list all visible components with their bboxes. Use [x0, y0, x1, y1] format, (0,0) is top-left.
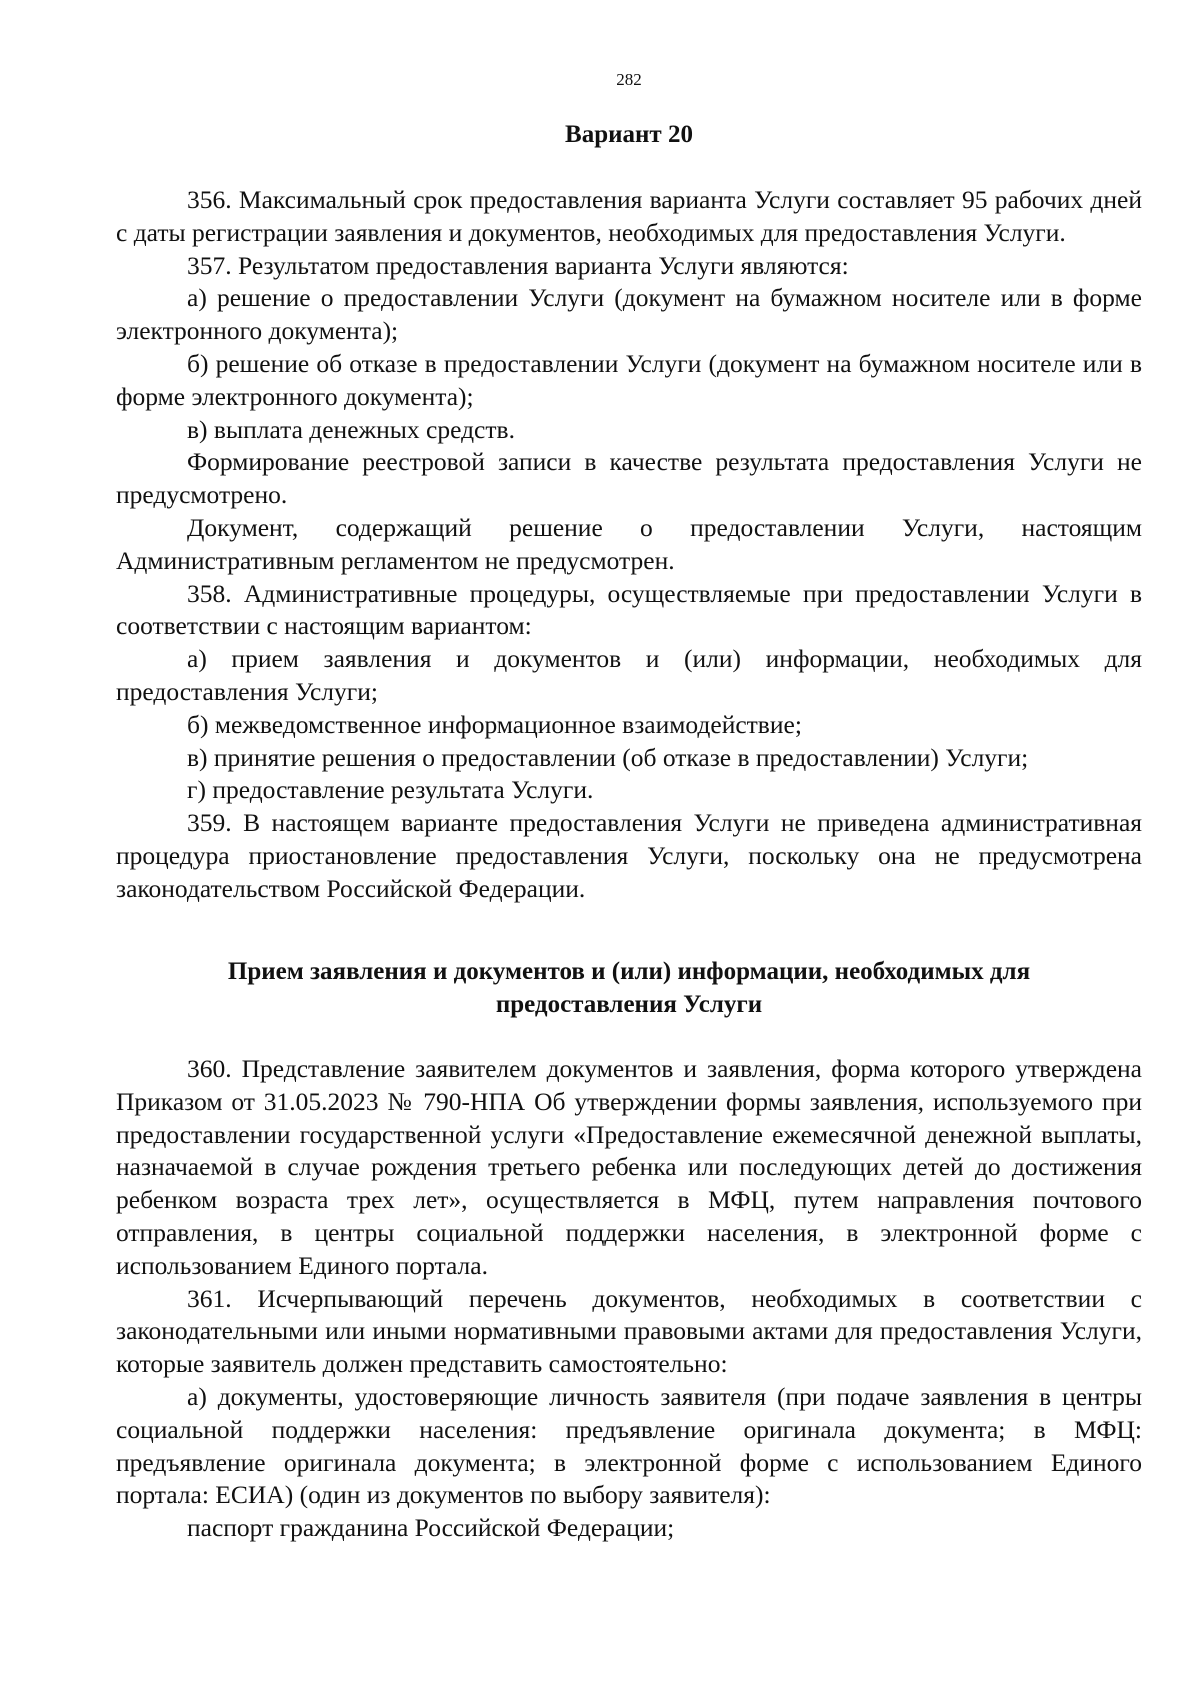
- section-title-line-1: Прием заявления и документов и (или) информации, необходимых для: [227, 958, 1031, 985]
- variant-title: Вариант 20: [565, 121, 693, 148]
- paragraph-361: 361. Исчерпывающий перечень документов, необходимых в соответствии с законодательными или иными нормативными правовыми актами для предоставления Услуги, которые заявитель должен представить самостоятельно:: [116, 1283, 1142, 1379]
- page-number: 282: [616, 70, 642, 89]
- list-item-361-a: а) документы, удостоверяющие личность заявителя (при подаче заявления в центры социальной поддержки населения: предъявление оригинала документа; в МФЦ: предъявление оригинала документа; в электронной форме с использованием Единого портала: ЕСИА) (один из документов по выбору заявителя):: [116, 1381, 1142, 1510]
- paragraph-registry-record: Формирование реестровой записи в качестве результата предоставления Услуги не предусмотрено.: [116, 447, 1142, 510]
- list-item-passport: паспорт гражданина Российской Федерации;: [187, 1513, 675, 1543]
- paragraph-358: 358. Административные процедуры, осуществляемые при предоставлении Услуги в соответствии с настоящим вариантом:: [116, 578, 1142, 641]
- paragraph-359: 359. В настоящем варианте предоставления Услуги не приведена административная процедура приостановление предоставления Услуги, поскольку она не предусмотрена законодательством Российской Федерации.: [116, 808, 1142, 903]
- paragraph-360: 360. Представление заявителем документов и заявления, форма которого утверждена Приказом от 31.05.2023 № 790-НПА Об утверждении формы заявления, используемого при предоставлении государственной услуги «Предоставление ежемесячной денежной выплаты, назначаемой в случае рождения третьего ребенка или последующих детей до достижения ребенком возраста трех лет», осуществляется в МФЦ, путем направления почтового отправления, в центры социальной поддержки населения, в электронной форме с использованием Единого портала.: [116, 1054, 1142, 1280]
- list-item-358-b: б) межведомственное информационное взаимодействие;: [187, 709, 802, 739]
- list-item-358-a: а) прием заявления и документов и (или) информации, необходимых для предоставления Услуги;: [116, 644, 1142, 706]
- section-application-body: [116, 1053, 1142, 1545]
- list-item-357-a: а) решение о предоставлении Услуги (документ на бумажном носителе или в форме электронного документа);: [116, 283, 1142, 346]
- paragraph-356: 356. Максимальный срок предоставления варианта Услуги составляет 95 рабочих дней с даты регистрации заявления и документов, необходимых для предоставления Услуги.: [116, 185, 1142, 247]
- paragraph-357: 357. Результатом предоставления варианта Услуги являются:: [187, 250, 849, 280]
- section-title-line-2: предоставления Услуги: [495, 990, 763, 1018]
- list-item-357-v: в) выплата денежных средств.: [187, 414, 515, 444]
- section-title: [116, 956, 1142, 1022]
- paragraph-decision-document: Документ, содержащий решение о предоставлении Услуги, настоящим Административным регламентом не предусмотрен.: [116, 512, 1142, 575]
- list-item-358-g: г) предоставление результата Услуги.: [187, 775, 594, 805]
- section-variant-body: [116, 184, 1142, 906]
- list-item-358-v: в) принятие решения о предоставлении (об отказе в предоставлении) Услуги;: [187, 742, 1029, 772]
- list-item-357-b: б) решение об отказе в предоставлении Услуги (документ на бумажном носителе или в форме электронного документа);: [116, 348, 1142, 411]
